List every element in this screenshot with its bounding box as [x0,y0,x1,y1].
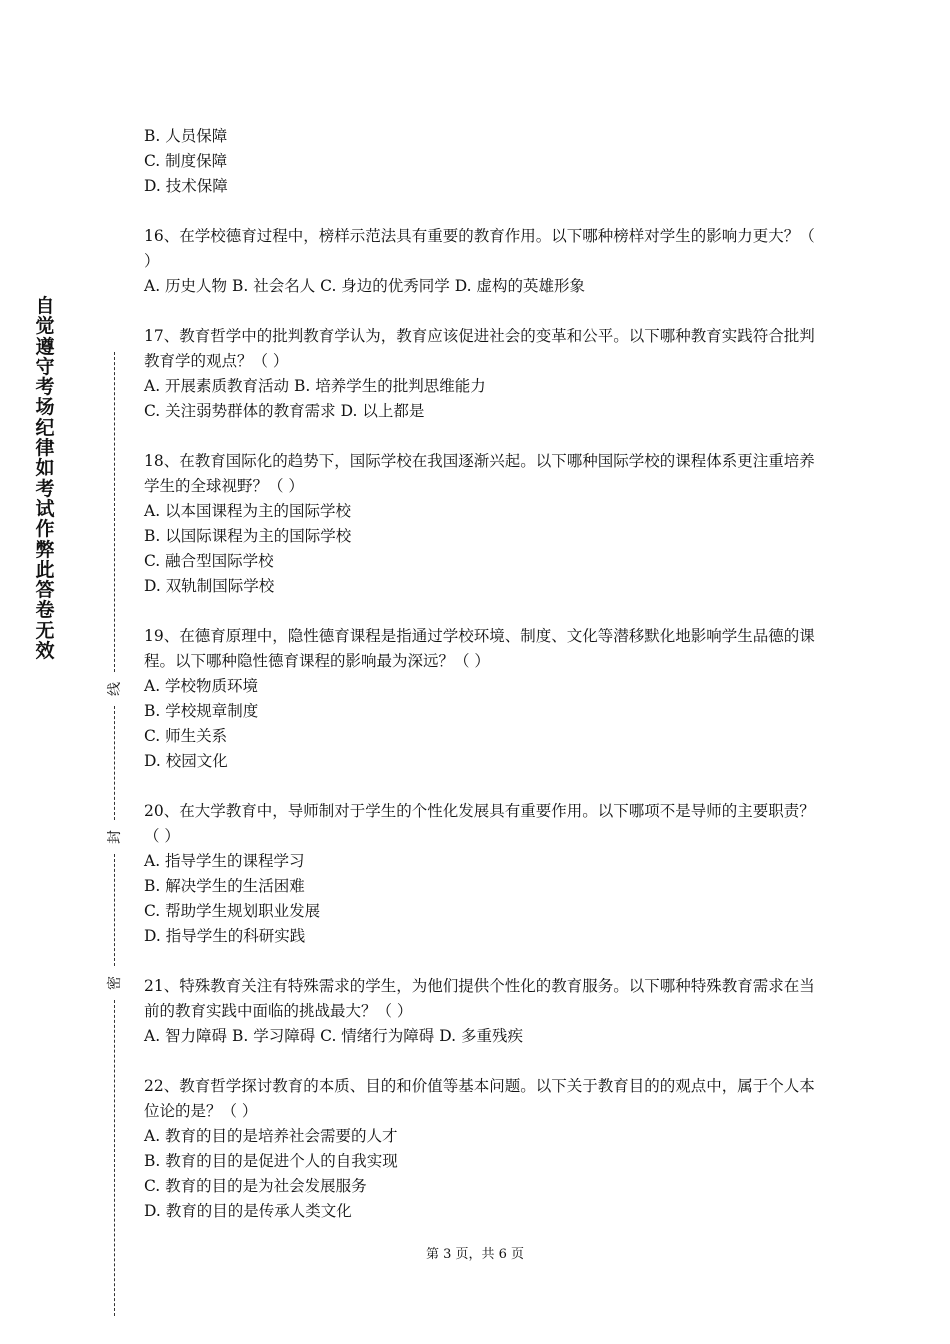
question-22 [144,1074,816,1224]
answer-option: B. 解决学生的生活困难 [144,877,305,895]
answer-options: C. 关注弱势群体的教育需求 D. 以上都是 [144,402,425,420]
warning-glyph: 考 [35,477,55,500]
answer-option: C. 教育的目的是为社会发展服务 [144,1177,367,1195]
warning-glyph: 遵 [35,335,55,358]
question-stem: 18、在教育国际化的趋势下，国际学校在我国逐渐兴起。以下哪种国际学校的课程体系更注重培养学生的全球视野？（ ） [144,452,815,495]
question-20 [144,799,816,949]
answer-option: A. 学校物质环境 [144,677,259,695]
answer-option: D. 技术保障 [144,177,228,195]
question-21 [144,974,816,1049]
warning-glyph: 答 [35,579,55,602]
page-number: 第 3 页，共 6 页 [425,1247,525,1262]
binding-mark-secret: 密 [104,974,126,992]
question-17 [144,324,816,424]
answer-option: B. 教育的目的是促进个人的自我实现 [144,1152,398,1170]
warning-glyph: 自 [35,295,55,317]
answer-options: A. 历史人物 B. 社会名人 C. 身边的优秀同学 D. 虚构的英雄形象 [144,277,585,295]
question-stem: 17、教育哲学中的批判教育学认为，教育应该促进社会的变革和公平。以下哪种教育实践符合批判教育学的观点？（ ） [144,327,815,370]
exam-discipline-warning [30,296,60,661]
answer-option: A. 以本国课程为主的国际学校 [144,502,352,520]
question-stem: 21、特殊教育关注有特殊需求的学生，为他们提供个性化的教育服务。以下哪种特殊教育需求在当前的教育实践中面临的挑战最大？（ ） [144,977,815,1020]
warning-glyph: 作 [35,518,55,541]
answer-option: D. 指导学生的科研实践 [144,927,306,945]
warning-glyph: 弊 [35,538,55,561]
question-stem: 16、在学校德育过程中，榜样示范法具有重要的教育作用。以下哪种榜样对学生的影响力更大？（ ） [144,227,815,270]
answer-option: C. 师生关系 [144,727,228,745]
answer-options: A. 开展素质教育活动 B. 培养学生的批判思维能力 [144,377,486,395]
answer-options: A. 智力障碍 B. 学习障碍 C. 情绪行为障碍 D. 多重残疾 [144,1027,523,1045]
answer-option: C. 制度保障 [144,152,228,170]
warning-glyph: 律 [35,437,55,460]
warning-glyph: 无 [35,619,55,642]
warning-glyph: 此 [35,558,55,581]
question-stem: 20、在大学教育中，导师制对于学生的个性化发展具有重要作用。以下哪项不是导师的主要职责？（ ） [144,802,815,845]
question-19 [144,624,816,774]
binding-mark-seal: 封 [104,828,126,846]
answer-option: A. 教育的目的是培养社会需要的人才 [144,1127,398,1145]
question-stem: 22、教育哲学探讨教育的本质、目的和价值等基本问题。以下关于教育目的的观点中，属于个人本位论的是？（ ） [144,1077,815,1120]
answer-option: B. 人员保障 [144,127,228,145]
answer-option: C. 融合型国际学校 [144,552,274,570]
warning-glyph: 守 [35,355,55,378]
warning-glyph: 觉 [35,315,55,338]
warning-glyph: 效 [35,640,55,663]
answer-option: B. 以国际课程为主的国际学校 [144,527,352,545]
warning-glyph: 如 [35,457,55,480]
answer-option: D. 校园文化 [144,752,228,770]
answer-option: D. 双轨制国际学校 [144,577,275,595]
warning-glyph: 场 [35,396,55,419]
answer-option: C. 帮助学生规划职业发展 [144,902,321,920]
question-16 [144,224,816,299]
binding-line-segment [114,1000,115,1316]
question-15-options-continued [144,124,816,199]
warning-glyph: 纪 [35,416,55,439]
binding-line-segment [114,854,115,966]
binding-line-segment [114,352,115,672]
binding-mark-line: 线 [104,680,126,698]
answer-option: A. 指导学生的课程学习 [144,852,305,870]
warning-glyph: 考 [35,376,55,399]
question-stem: 19、在德育原理中，隐性德育课程是指通过学校环境、制度、文化等潜移默化地影响学生品德的课程。以下哪种隐性德育课程的影响最为深远？（ ） [144,627,815,670]
answer-option: B. 学校规章制度 [144,702,259,720]
answer-option: D. 教育的目的是传承人类文化 [144,1202,352,1220]
warning-glyph: 卷 [35,599,55,622]
question-18 [144,449,816,599]
binding-line-segment [114,706,115,820]
question-list [144,124,816,1249]
warning-glyph: 试 [35,497,55,520]
